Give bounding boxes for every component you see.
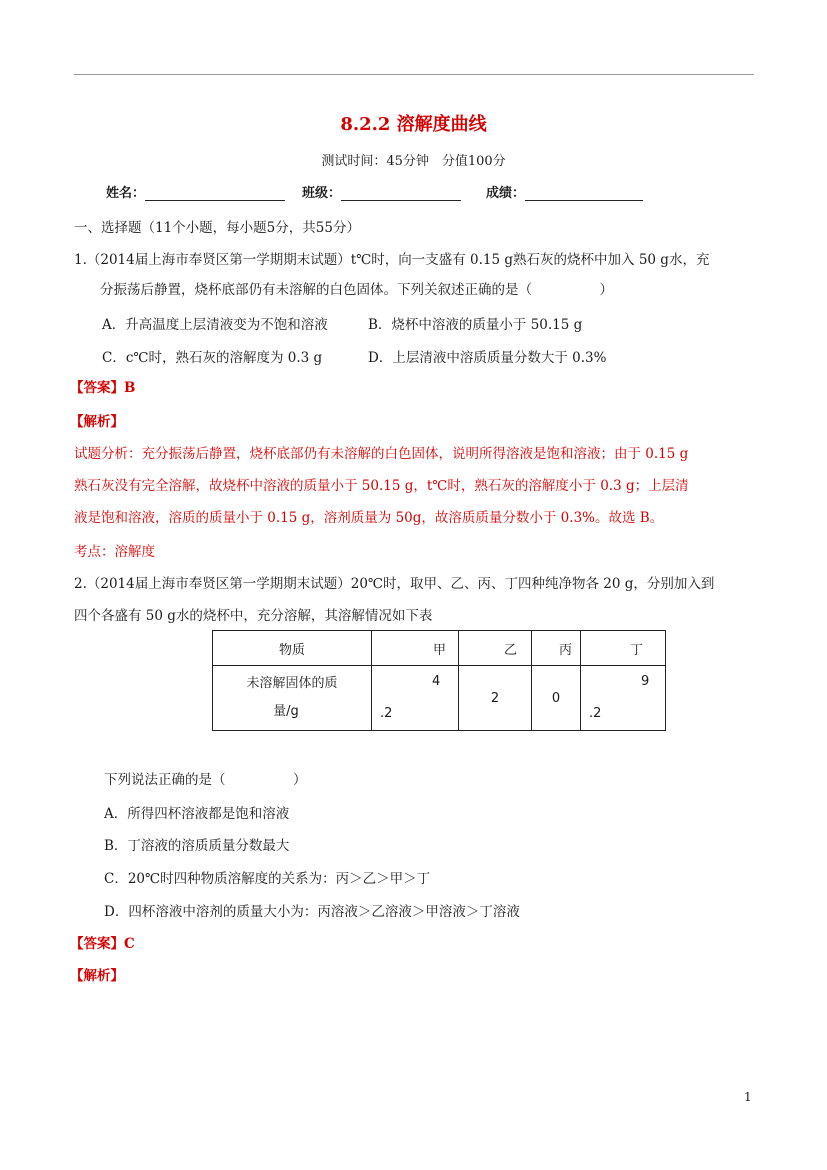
q1-answer-value: B xyxy=(124,380,136,396)
table-header-cell: 丙 xyxy=(532,631,581,666)
test-time-subtitle: 测试时间：45分钟 分值100分 xyxy=(321,154,506,169)
q1-option-a: A．升高温度上层清液变为不饱和溶液 xyxy=(102,317,328,333)
table-header-cell: 物质 xyxy=(213,631,372,666)
table-cell-yi: 2 xyxy=(459,666,532,731)
q2-prompt: 下列说法正确的是（ ） xyxy=(104,772,307,788)
table-header-row xyxy=(213,631,666,666)
q1-stem-line2: 分振荡后静置，烧杯底部仍有未溶解的白色固体。下列关叙述正确的是（ ） xyxy=(100,282,613,298)
table-cell-jia xyxy=(372,666,459,731)
q1-option-c: C．c℃时，熟石灰的溶解度为 0.3 g xyxy=(102,350,323,366)
score-blank[interactable] xyxy=(525,186,643,201)
q1-stem-line1: 1.（2014届上海市奉贤区第一学期期末试题）t℃时，向一支盛有 0.15 g熟石灰的烧杯中加入 50 g水，充 xyxy=(74,252,710,268)
table-header-cell: 甲 xyxy=(372,631,459,666)
row-label-line1: 未溶解固体的质 xyxy=(246,676,338,691)
q1-analysis-line3: 液是饱和溶液，溶质的质量小于 0.15 g，溶剂质量为 50g，故溶质质量分数小于 0.3%。故选 B。 xyxy=(74,510,664,526)
score-label: 成绩： xyxy=(486,186,526,201)
q1-analysis-label: 【解析】 xyxy=(70,414,124,430)
name-blank[interactable] xyxy=(145,186,285,201)
table-header-cell: 丁 xyxy=(581,631,666,666)
q2-answer xyxy=(70,932,135,952)
class-label: 班级： xyxy=(302,186,342,201)
cell-value-part: .2 xyxy=(589,706,602,721)
row-label-line2: 量/g xyxy=(273,704,299,719)
section-heading: 一、选择题（11个小题，每小题5分，共55分） xyxy=(74,220,360,236)
header-rule xyxy=(74,74,754,75)
class-blank[interactable] xyxy=(341,186,461,201)
q1-answer-label: 【答案】 xyxy=(70,380,124,396)
q2-option-a: A．所得四杯溶液都是饱和溶液 xyxy=(104,806,290,822)
table-cell-bing: 0 xyxy=(532,666,581,731)
score-field[interactable] xyxy=(486,182,643,201)
table-row-label xyxy=(213,666,372,731)
name-label: 姓名： xyxy=(106,186,146,201)
q2-option-c: C．20℃时四种物质溶解度的关系为：丙＞乙＞甲＞丁 xyxy=(104,871,431,887)
table-row xyxy=(213,666,666,731)
q2-answer-label: 【答案】 xyxy=(70,936,124,952)
page-title: 8.2.2 溶解度曲线 xyxy=(340,114,487,135)
table-header-cell: 乙 xyxy=(459,631,532,666)
name-field[interactable] xyxy=(106,182,285,201)
class-field[interactable] xyxy=(302,182,461,201)
cell-value-part: .2 xyxy=(380,706,393,721)
cell-value-part: 9 xyxy=(641,674,650,689)
q2-stem-line2: 四个各盛有 50 g水的烧杯中，充分溶解，其溶解情况如下表 xyxy=(74,608,433,624)
page-number: 1 xyxy=(744,1090,752,1104)
solubility-table xyxy=(212,630,666,731)
q1-option-d: D．上层清液中溶质质量分数大于 0.3% xyxy=(368,350,607,366)
q2-option-b: B．丁溶液的溶质质量分数最大 xyxy=(104,838,290,854)
q1-kaodian: 考点：溶解度 xyxy=(74,544,155,560)
cell-value-part: 4 xyxy=(432,674,441,689)
q2-option-d: D．四杯溶液中溶剂的质量大小为：丙溶液＞乙溶液＞甲溶液＞丁溶液 xyxy=(104,904,520,920)
q1-answer xyxy=(70,376,135,396)
q2-stem-line1: 2.（2014届上海市奉贤区第一学期期末试题）20℃时，取甲、乙、丙、丁四种纯净物各 20 g，分别加入到 xyxy=(74,576,715,592)
q1-option-b: B．烧杯中溶液的质量小于 50.15 g xyxy=(368,317,583,333)
q2-answer-value: C xyxy=(124,936,135,952)
q2-analysis-label: 【解析】 xyxy=(70,968,124,984)
table-cell-ding xyxy=(581,666,666,731)
q1-analysis-line2: 熟石灰没有完全溶解，故烧杯中溶液的质量小于 50.15 g，t℃时，熟石灰的溶解度小于 0.3 g；上层清 xyxy=(74,478,689,494)
q1-analysis-line1: 试题分析：充分振荡后静置，烧杯底部仍有未溶解的白色固体，说明所得溶液是饱和溶液；由于 0.15 g xyxy=(74,446,689,462)
